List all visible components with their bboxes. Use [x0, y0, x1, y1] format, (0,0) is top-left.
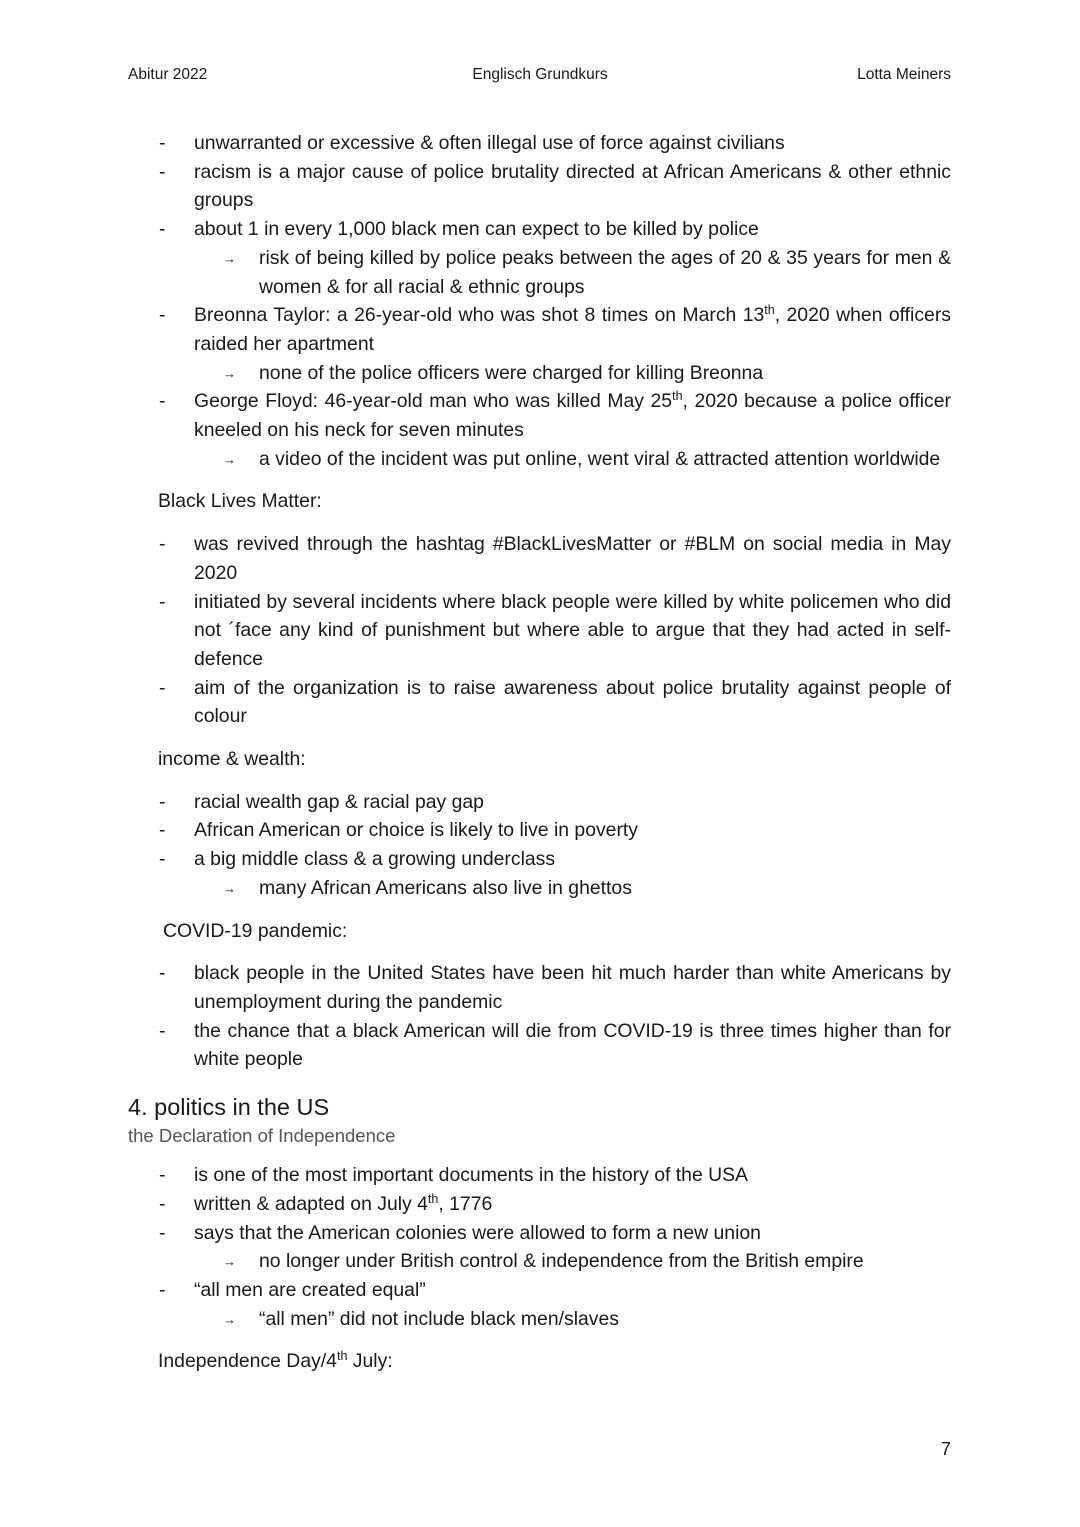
list-item: - says that the American colonies were allowed to form a new union — [194, 1219, 951, 1248]
arrow-item: → many African Americans also live in ghettos — [259, 874, 951, 903]
text-run: , 2020 because a police officer kneeled on his neck for seven minutes — [194, 390, 951, 442]
text-run: , 1776 — [438, 1192, 493, 1215]
list-item: - “all men are created equal” — [194, 1276, 951, 1305]
list-item: - is one of the most important documents in the history of the USA — [194, 1161, 951, 1190]
text-run: written & adapted on July 4 — [194, 1192, 428, 1215]
text-run: , 2020 when officers raided her apartment — [194, 304, 951, 355]
superscript: th — [764, 303, 775, 318]
page-content — [0, 129, 1080, 1390]
list-item: - about 1 in every 1,000 black men can expect to be killed by police — [194, 215, 951, 244]
list-item: - the chance that a black American will die from COVID-19 is three times higher than for white people — [194, 1017, 951, 1074]
text-run: July: — [347, 1350, 393, 1373]
superscript: th — [336, 1349, 348, 1364]
arrow-item: → risk of being killed by police peaks between the ages of 20 & 35 years for men & women & for all racial & ethnic groups — [259, 244, 951, 301]
header-right: Lotta Meiners — [857, 66, 951, 83]
section-label-income: income & wealth: — [158, 748, 306, 771]
subheading: the Declaration of Independence — [128, 1125, 396, 1147]
section-heading: 4. politics in the US — [128, 1094, 330, 1121]
text-run: Independence Day/4 — [158, 1350, 337, 1373]
section-label-blm: Black Lives Matter: — [158, 490, 322, 513]
list-item: - racism is a major cause of police brutality directed at African Americans & other ethnic groups — [194, 158, 951, 215]
arrow-item: → “all men” did not include black men/slaves — [259, 1305, 951, 1334]
list-item: - was revived through the hashtag #BlackLivesMatter or #BLM on social media in May 2020 — [194, 530, 951, 587]
list-item: - African American or choice is likely to live in poverty — [194, 816, 951, 845]
superscript: th — [672, 389, 683, 404]
text-run: George Floyd: 46-year-old man who was killed May 25 — [194, 390, 673, 413]
list-item — [194, 301, 951, 358]
list-item — [194, 1190, 951, 1219]
list-item: - initiated by several incidents where black people were killed by white policemen who did not ´face any kind of punishment but where able to argue that they had acted in self-defence — [194, 588, 951, 674]
list-item: - a big middle class & a growing underclass — [194, 845, 951, 874]
arrow-item: → a video of the incident was put online, went viral & attracted attention worldwide — [259, 445, 951, 474]
list-item: - unwarranted or excessive & often illegal use of force against civilians — [194, 129, 951, 158]
list-item: - racial wealth gap & racial pay gap — [194, 788, 951, 817]
arrow-item: → no longer under British control & independence from the British empire — [259, 1247, 951, 1276]
page-number: 7 — [940, 1438, 951, 1459]
section-label-independence-day — [158, 1347, 1080, 1376]
list-item — [194, 387, 951, 444]
section-label-covid: COVID-19 pandemic: — [163, 919, 348, 942]
header-left: Abitur 2022 — [128, 66, 208, 83]
superscript: th — [427, 1191, 439, 1206]
text-run: Breonna Taylor: a 26-year-old who was shot 8 times on March 13 — [194, 304, 765, 327]
header-center: Englisch Grundkurs — [472, 66, 608, 83]
list-item: - black people in the United States have been hit much harder than white Americans by unemployment during the pandemic — [194, 959, 951, 1016]
arrow-item: → none of the police officers were charged for killing Breonna — [259, 359, 951, 388]
list-item: - aim of the organization is to raise awareness about police brutality against people of colour — [194, 674, 951, 731]
